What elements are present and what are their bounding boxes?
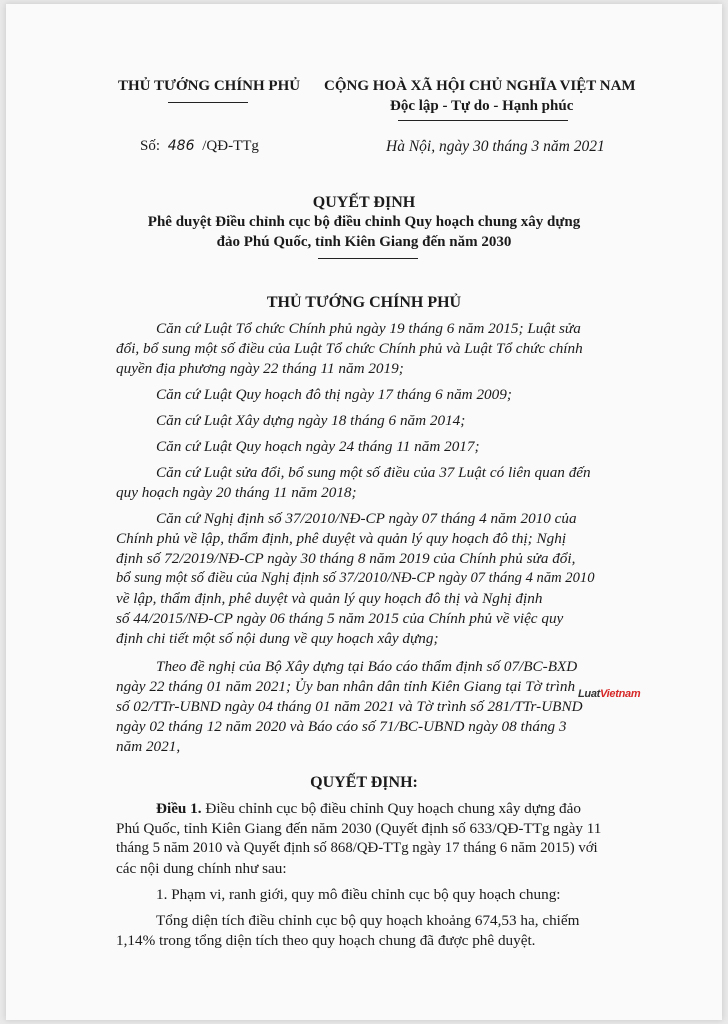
article-1-line: các nội dung chính như sau: xyxy=(116,860,287,877)
article-1-line: Tổng diện tích điều chỉnh cục bộ quy hoạch khoảng 674,53 ha, chiếm xyxy=(156,912,580,929)
motto-underline xyxy=(398,120,568,121)
document-number xyxy=(140,138,259,155)
preamble-line: quy hoạch ngày 20 tháng 11 năm 2018; xyxy=(116,484,357,501)
preamble-line: bổ sung một số điều của Nghị định số 37/2010/NĐ-CP ngày 07 tháng 4 năm 2010 xyxy=(116,570,595,586)
luatvietnam-watermark-logo: LuatVietnam xyxy=(578,688,641,700)
document-title: QUYẾT ĐỊNH xyxy=(312,194,416,211)
place-date: Hà Nội, ngày 30 tháng 3 năm 2021 xyxy=(386,138,605,155)
preamble-line: Căn cứ Luật sửa đổi, bổ sung một số điều của 37 Luật có liên quan đến xyxy=(156,464,591,481)
article-1-line: Phú Quốc, tỉnh Kiên Giang đến năm 2030 (Quyết định số 633/QĐ-TTg ngày 11 xyxy=(116,820,602,837)
article-1-line: 1,14% trong tổng diện tích theo quy hoạch chung đã được phê duyệt. xyxy=(116,932,536,949)
title-underline xyxy=(318,258,418,259)
agency-underline xyxy=(168,102,248,103)
preamble-line: Căn cứ Luật Quy hoạch ngày 24 tháng 11 năm 2017; xyxy=(156,438,480,455)
article-1-label: Điều 1. xyxy=(156,800,202,817)
preamble-line: Theo đề nghị của Bộ Xây dựng tại Báo cáo thẩm định số 07/BC-BXD xyxy=(156,658,578,675)
preamble-line: định chi tiết một số nội dung về quy hoạch xây dựng; xyxy=(116,630,439,647)
preamble-line: Căn cứ Luật Tổ chức Chính phủ ngày 19 tháng 6 năm 2015; Luật sửa xyxy=(156,320,581,337)
preamble-line: Căn cứ Luật Quy hoạch đô thị ngày 17 tháng 6 năm 2009; xyxy=(156,386,512,403)
document-subtitle-line1: Phê duyệt Điều chỉnh cục bộ điều chỉnh Quy hoạch chung xây dựng xyxy=(147,214,581,230)
issuing-agency: THỦ TƯỚNG CHÍNH PHỦ xyxy=(118,78,301,94)
preamble-line: ngày 22 tháng 01 năm 2021; Ủy ban nhân dân tỉnh Kiên Giang tại Tờ trình xyxy=(116,678,576,695)
document-number-label: Số: xyxy=(140,138,161,154)
preamble-line: số 02/TTr-UBND ngày 04 tháng 01 năm 2021 và Tờ trình số 281/TTr-UBND xyxy=(116,698,583,715)
decision-heading: QUYẾT ĐỊNH: xyxy=(310,774,418,791)
preamble-line: đổi, bổ sung một số điều của Luật Tổ chức Chính phủ và Luật Tổ chức chính xyxy=(116,340,583,357)
document-number-value: 486 xyxy=(167,138,195,154)
article-1-item-1: 1. Phạm vi, ranh giới, quy mô điều chỉnh cục bộ quy hoạch chung: xyxy=(156,886,561,903)
preamble-line: quyền địa phương ngày 22 tháng 11 năm 2019; xyxy=(116,360,404,377)
document-subtitle-line2: đảo Phú Quốc, tỉnh Kiên Giang đến năm 2030 xyxy=(216,234,512,250)
article-1-first-line xyxy=(156,800,636,817)
document-number-suffix: /QĐ-TTg xyxy=(202,138,259,154)
preamble-line: định số 72/2019/NĐ-CP ngày 30 tháng 8 năm 2019 của Chính phủ sửa đổi, xyxy=(116,550,576,567)
preamble-line: Căn cứ Luật Xây dựng ngày 18 tháng 6 năm 2014; xyxy=(156,412,466,429)
document-page xyxy=(6,4,722,1020)
article-1-line: tháng 5 năm 2010 và Quyết định số 868/QĐ-TTg ngày 17 tháng 6 năm 2015) với xyxy=(116,840,598,856)
preamble-line: Chính phủ về lập, thẩm định, phê duyệt và quản lý quy hoạch đô thị; Nghị xyxy=(116,530,567,547)
preamble-line: năm 2021, xyxy=(116,738,181,755)
preamble-line: về lập, thẩm định, phê duyệt và quản lý quy hoạch đô thị và Nghị định xyxy=(116,590,543,607)
authority-heading: THỦ TƯỚNG CHÍNH PHỦ xyxy=(266,294,462,311)
article-1-text: Điều chỉnh cục bộ điều chỉnh Quy hoạch chung xây dựng đảo xyxy=(201,800,581,817)
preamble-line: số 44/2015/NĐ-CP ngày 06 tháng 5 năm 2015 của Chính phủ về việc quy xyxy=(116,610,564,627)
national-title: CỘNG HOÀ XÃ HỘI CHỦ NGHĨA VIỆT NAM xyxy=(324,78,636,94)
national-motto: Độc lập - Tự do - Hạnh phúc xyxy=(390,98,574,114)
preamble-line: ngày 02 tháng 12 năm 2020 và Báo cáo số 71/BC-UBND ngày 08 tháng 3 xyxy=(116,718,567,735)
preamble-line: Căn cứ Nghị định số 37/2010/NĐ-CP ngày 07 tháng 4 năm 2010 của xyxy=(156,510,577,527)
